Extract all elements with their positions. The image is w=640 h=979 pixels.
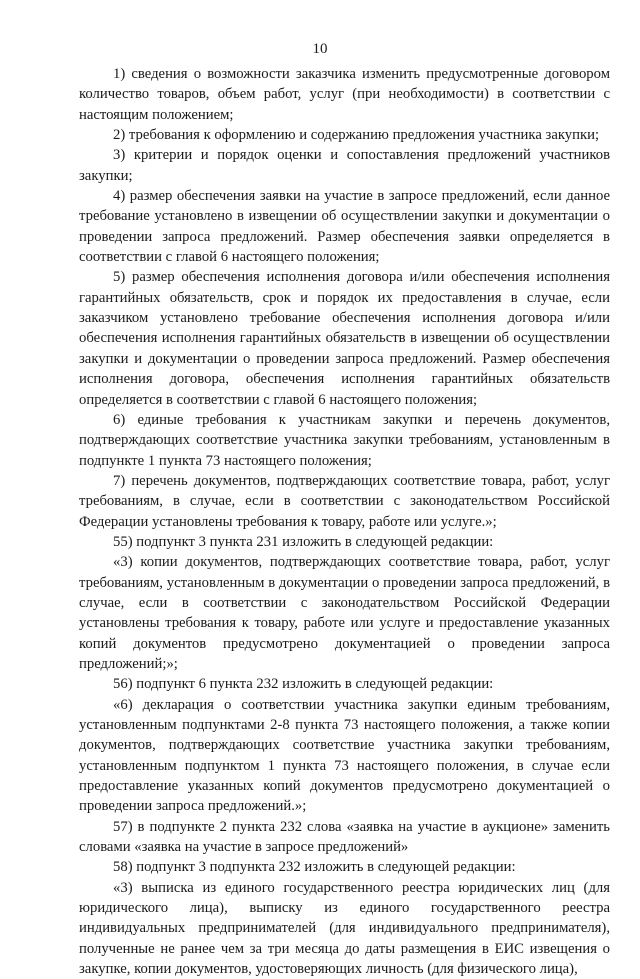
paragraph-10: 56) подпункт 6 пункта 232 изложить в следующей редакции: bbox=[113, 676, 494, 693]
paragraph-13: 58) подпункт 3 подпункта 232 изложить в следующей редакции: bbox=[113, 859, 516, 876]
paragraph-9: «3) копии документов, подтверждающих соответствие товара, работ, услуг требованиям, установленным в документации о проведении запроса предложений, в случае, если в соответствии с законодательством Российской Федерации установлены требования к товару, работе или услуге и предоставление указанных копий документов предусмотрено документацией о проведении запроса предложений;»; bbox=[79, 554, 610, 672]
paragraph-5: 5) размер обеспечения исполнения договора и/или обеспечения исполнения гарантийных обязательств, срок и порядок их предоставления в случае, если заказчиком установлено требование обеспечения исполнения договора и/или обеспечения исполнения гарантийных обязательств в извещении об осуществлении закупки и документации о проведении запроса предложений. Размер обеспечения исполнения договора, обеспечения исполнения гарантийных обязательств определяется в соответствии с главой 6 настоящего положения; bbox=[79, 269, 610, 408]
paragraph-2: 2) требования к оформлению и содержанию предложения участника закупки; bbox=[113, 127, 600, 144]
paragraph-14: «3) выписка из единого государственного реестра юридических лиц (для юридического лица), выписку из единого государственного реестра индивидуальных предпринимателей (для индивидуального предпринимателя), полученные не ранее чем за три месяца до даты размещения в ЕИС извещения о закупке, копии документов, удостоверяющих личность (для физического лица), bbox=[79, 879, 610, 978]
paragraph-12: 57) в подпункте 2 пункта 232 слова «заявка на участие в аукционе» заменить словами «заявка на участие в запросе предложений» bbox=[79, 818, 610, 856]
paragraph-4: 4) размер обеспечения заявки на участие в запросе предложений, если данное требование установлено в извещении об осуществлении закупки и документации о проведении запроса предложений. Размер обеспечения заявки определяется в соответствии с главой 6 настоящего положения; bbox=[79, 188, 610, 266]
paragraph-11: «6) декларация о соответствии участника закупки единым требованиям, установленным подпунктами 2-8 пункта 73 настоящего положения, а также копии документов, подтверждающих соответствие участника закупки требованиям, установленным подпунктом 1 пункта 73 настоящего положения, в случае если предоставление указанных копий документов предусмотрено документацией о проведении запроса предложений.»; bbox=[79, 696, 610, 815]
paragraph-7: 7) перечень документов, подтверждающих соответствие товара, работ, услуг требованиям, в случае, если в соответствии с законодательством Российской Федерации установлены требования к товару, работе или услуге.»; bbox=[79, 472, 610, 530]
paragraph-3: 3) критерии и порядок оценки и сопоставления предложений участников закупки; bbox=[79, 147, 610, 184]
paragraph-1: 1) сведения о возможности заказчика изменить предусмотренные договором количество товаров, объем работ, услуг (при необходимости) в соответствии с настоящим положением; bbox=[79, 66, 610, 123]
paragraph-6: 6) единые требования к участникам закупки и перечень документов, подтверждающих соответствие участника закупки требованиям, установленным в подпункте 1 пункта 73 настоящего положения; bbox=[79, 411, 610, 469]
paragraph-8: 55) подпункт 3 пункта 231 изложить в следующей редакции: bbox=[113, 533, 494, 550]
page-number: 10 bbox=[312, 41, 328, 57]
document-body bbox=[79, 64, 610, 979]
